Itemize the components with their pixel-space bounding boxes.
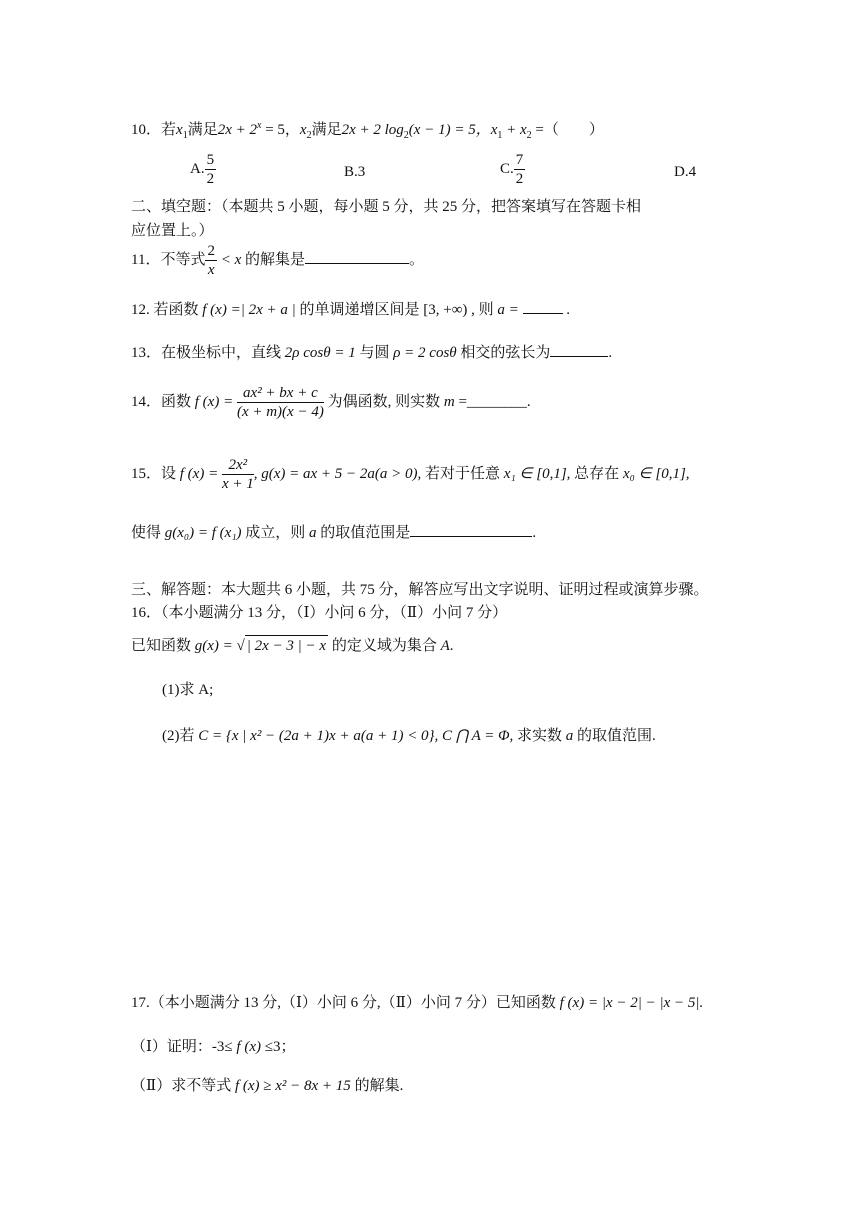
section-3-heading: 三、解答题：本大题共 6 小题，共 75 分，解答应写出文字说明、证明过程或演算步骤。 [131,582,709,598]
question-16: 已知函数 g(x) = √ | 2x − 3 | − x 的定义域为集合 A. [131,635,454,656]
q10-sum-end: =（ ） [531,122,604,138]
q16-radicand: | 2x − 3 | − x [245,635,328,656]
question-11: 11．不等式 $\frac{2}{x}$ < x 的解集是 。 [131,243,425,278]
option-a [190,151,216,188]
question-13: 13．在极坐标中，直线 2ρ cosθ = 1 与圆 ρ = 2 cosθ 相交的弦长为 . [131,342,612,363]
question-12: 12. 若函数 f (x) =| 2x + a | 的单调递增区间是 [3, +∞) , 则 a = . [131,299,570,320]
option-a-fraction: $\frac{5}{2}$ [206,152,215,187]
q15-fraction: $\frac{\text{2x²}}{x + 1}$ [221,457,254,492]
q10-eq1-end: = 5， [261,122,300,138]
question-17-part-2: （Ⅱ）求不等式 f (x) ≥ x² − 8x + 15 的解集. [131,1078,404,1094]
q10-sum: x [490,122,498,138]
q14-fraction: $\frac{\text{ax² + bx + c}}{(x + m)(x - 4)}$ [236,385,324,420]
option-a-label: A. [190,160,205,177]
option-c [500,151,525,188]
option-b: B.3 [344,164,366,180]
q10-eq2-end: (x − 1) = 5， [408,122,491,138]
q10-sum-plus: + x [502,122,527,138]
q10-x1: x [176,122,183,138]
answer-blank[interactable] [523,299,563,314]
q10-x2: x [299,122,307,138]
question-16-part-1: (1)求 A; [162,682,214,698]
question-15-cont: 使得 g(x₀) = f (x₁) 成立，则 a 的取值范围是 . [131,522,536,543]
question-16-part-2: (2)若 C = {x | x² − (2a + 1)x + a(a + 1) < 0}, C ⋂ A = Φ, 求实数 a 的取值范围. [162,728,656,744]
answer-blank[interactable] [410,522,532,537]
option-d: D.4 [674,164,697,180]
section-2-heading-cont: 应位置上。） [131,223,214,239]
q10-prefix: 10．若 [131,122,177,138]
q10-mid1: 满足 [187,122,218,138]
question-17-part-1: （Ⅰ）证明：-3≤ f (x) ≤3； [131,1039,296,1055]
question-15: 15．设 f (x) = $\frac{\text{2x²}}{x + 1}$ , g(x) = ax + 5 − 2a(a > 0), 若对于任意 x₁ ∈ [0,1], 总存在 x₀ ∈ [0,1], [131,457,690,492]
q11-fraction: $\frac{2}{x}$ [207,243,215,278]
option-c-label: C. [500,160,514,177]
question-16-header: 16．（本小题满分 13 分，（Ⅰ）小问 6 分，（Ⅱ）小问 7 分） [131,605,508,621]
answer-blank[interactable] [550,342,608,357]
question-17: 17.（本小题满分 13 分,（Ⅰ）小问 6 分,（Ⅱ）小问 7 分）已知函数 f (x) = |x − 2| − |x − 5|. [131,995,704,1011]
answer-blank[interactable] [305,249,409,264]
question-10: 10．若$x_1$满足$2x + 2^x = 5$，$x_2$满足2x + 2 $\log_2(x - 1) = 5$，$x_1 + x_2$ =（ ） [131,120,604,141]
option-c-fraction: $\frac{7}{2}$ [515,152,524,187]
q10-eq1: 2x + 2 [217,122,257,138]
q10-mid2: 满足 [311,122,342,138]
question-14: 14．函数 f (x) = $\frac{\text{ax² + bx + c}}{(x + m)(x - 4)}$ 为偶函数, 则实数 m =________. [131,385,531,420]
q10-eq2: 2x + 2 log [341,122,404,138]
section-2-heading: 二、填空题：（本题共 5 小题，每小题 5 分，共 25 分，把答案填写在答题卡相 [131,199,642,215]
